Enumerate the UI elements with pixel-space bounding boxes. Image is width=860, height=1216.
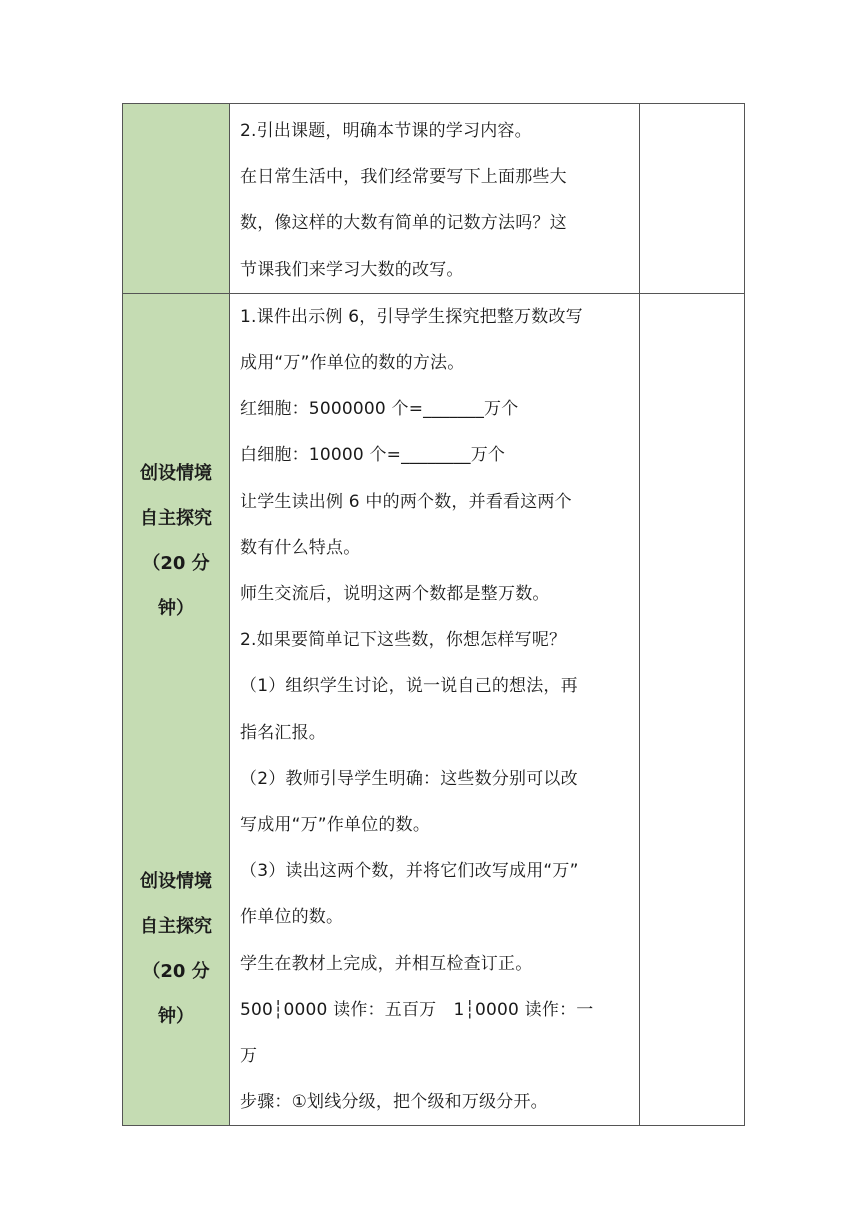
content-line: 作单位的数。 xyxy=(240,907,344,928)
table-row xyxy=(123,104,745,294)
content-line: 师生交流后，说明这两个数都是整万数。 xyxy=(240,584,550,605)
content-line: 写成用“万”作单位的数。 xyxy=(240,815,431,836)
content-line: （3）读出这两个数，并将它们改写成用“万” xyxy=(240,861,579,882)
content-line: 红细胞：5000000 个=_______万个 xyxy=(240,399,519,420)
stage-label: 创设情境 xyxy=(140,462,212,484)
content-line: 万 xyxy=(240,1046,258,1067)
content-line: 指名汇报。 xyxy=(240,722,326,743)
notes-cell xyxy=(640,293,745,1126)
stage-label: （20 分 xyxy=(142,960,210,982)
content-line: 数有什么特点。 xyxy=(240,537,361,558)
stage-label-block xyxy=(123,451,229,631)
stage-label: （20 分 xyxy=(142,552,210,574)
content-line: 成用“万”作单位的数的方法。 xyxy=(240,353,465,374)
stage-label: 钟） xyxy=(158,1005,194,1027)
stage-cell xyxy=(123,293,230,1126)
content-line: 2.引出课题，明确本节课的学习内容。 xyxy=(240,121,532,141)
stage-label: 钟） xyxy=(158,597,194,619)
table-row xyxy=(123,293,745,1126)
content-line: 数，像这样的大数有简单的记数方法吗？这 xyxy=(240,213,567,234)
content-cell xyxy=(230,104,640,294)
content-line: 节课我们来学习大数的改写。 xyxy=(240,259,464,280)
content-line: 1.课件出示例 6，引导学生探究把整万数改写 xyxy=(240,306,583,327)
content-line: （1）组织学生讨论，说一说自己的想法，再 xyxy=(240,676,578,697)
content-line: 步骤：①划线分级，把个级和万级分开。 xyxy=(240,1092,548,1113)
content-line: 学生在教材上完成，并相互检查订正。 xyxy=(240,953,533,974)
content-cell xyxy=(230,293,640,1126)
content-line: 白细胞：10000 个=________万个 xyxy=(240,445,506,466)
content-line: （2）教师引导学生明确：这些数分别可以改 xyxy=(240,768,578,789)
lesson-plan-table xyxy=(122,103,745,1126)
content-line: 让学生读出例 6 中的两个数，并看看这两个 xyxy=(240,491,572,512)
stage-label: 自主探究 xyxy=(140,915,212,937)
stage-cell-empty xyxy=(123,104,230,294)
notes-cell xyxy=(640,104,745,294)
stage-label-block xyxy=(123,859,229,1039)
stage-label: 创设情境 xyxy=(140,870,212,892)
content-line: 500┆0000 读作：五百万 1┆0000 读作：一 xyxy=(240,999,594,1020)
content-line: 在日常生活中，我们经常要写下上面那些大 xyxy=(240,167,567,188)
content-line: 2.如果要简单记下这些数，你想怎样写呢？ xyxy=(240,630,567,651)
stage-label: 自主探究 xyxy=(140,507,212,529)
